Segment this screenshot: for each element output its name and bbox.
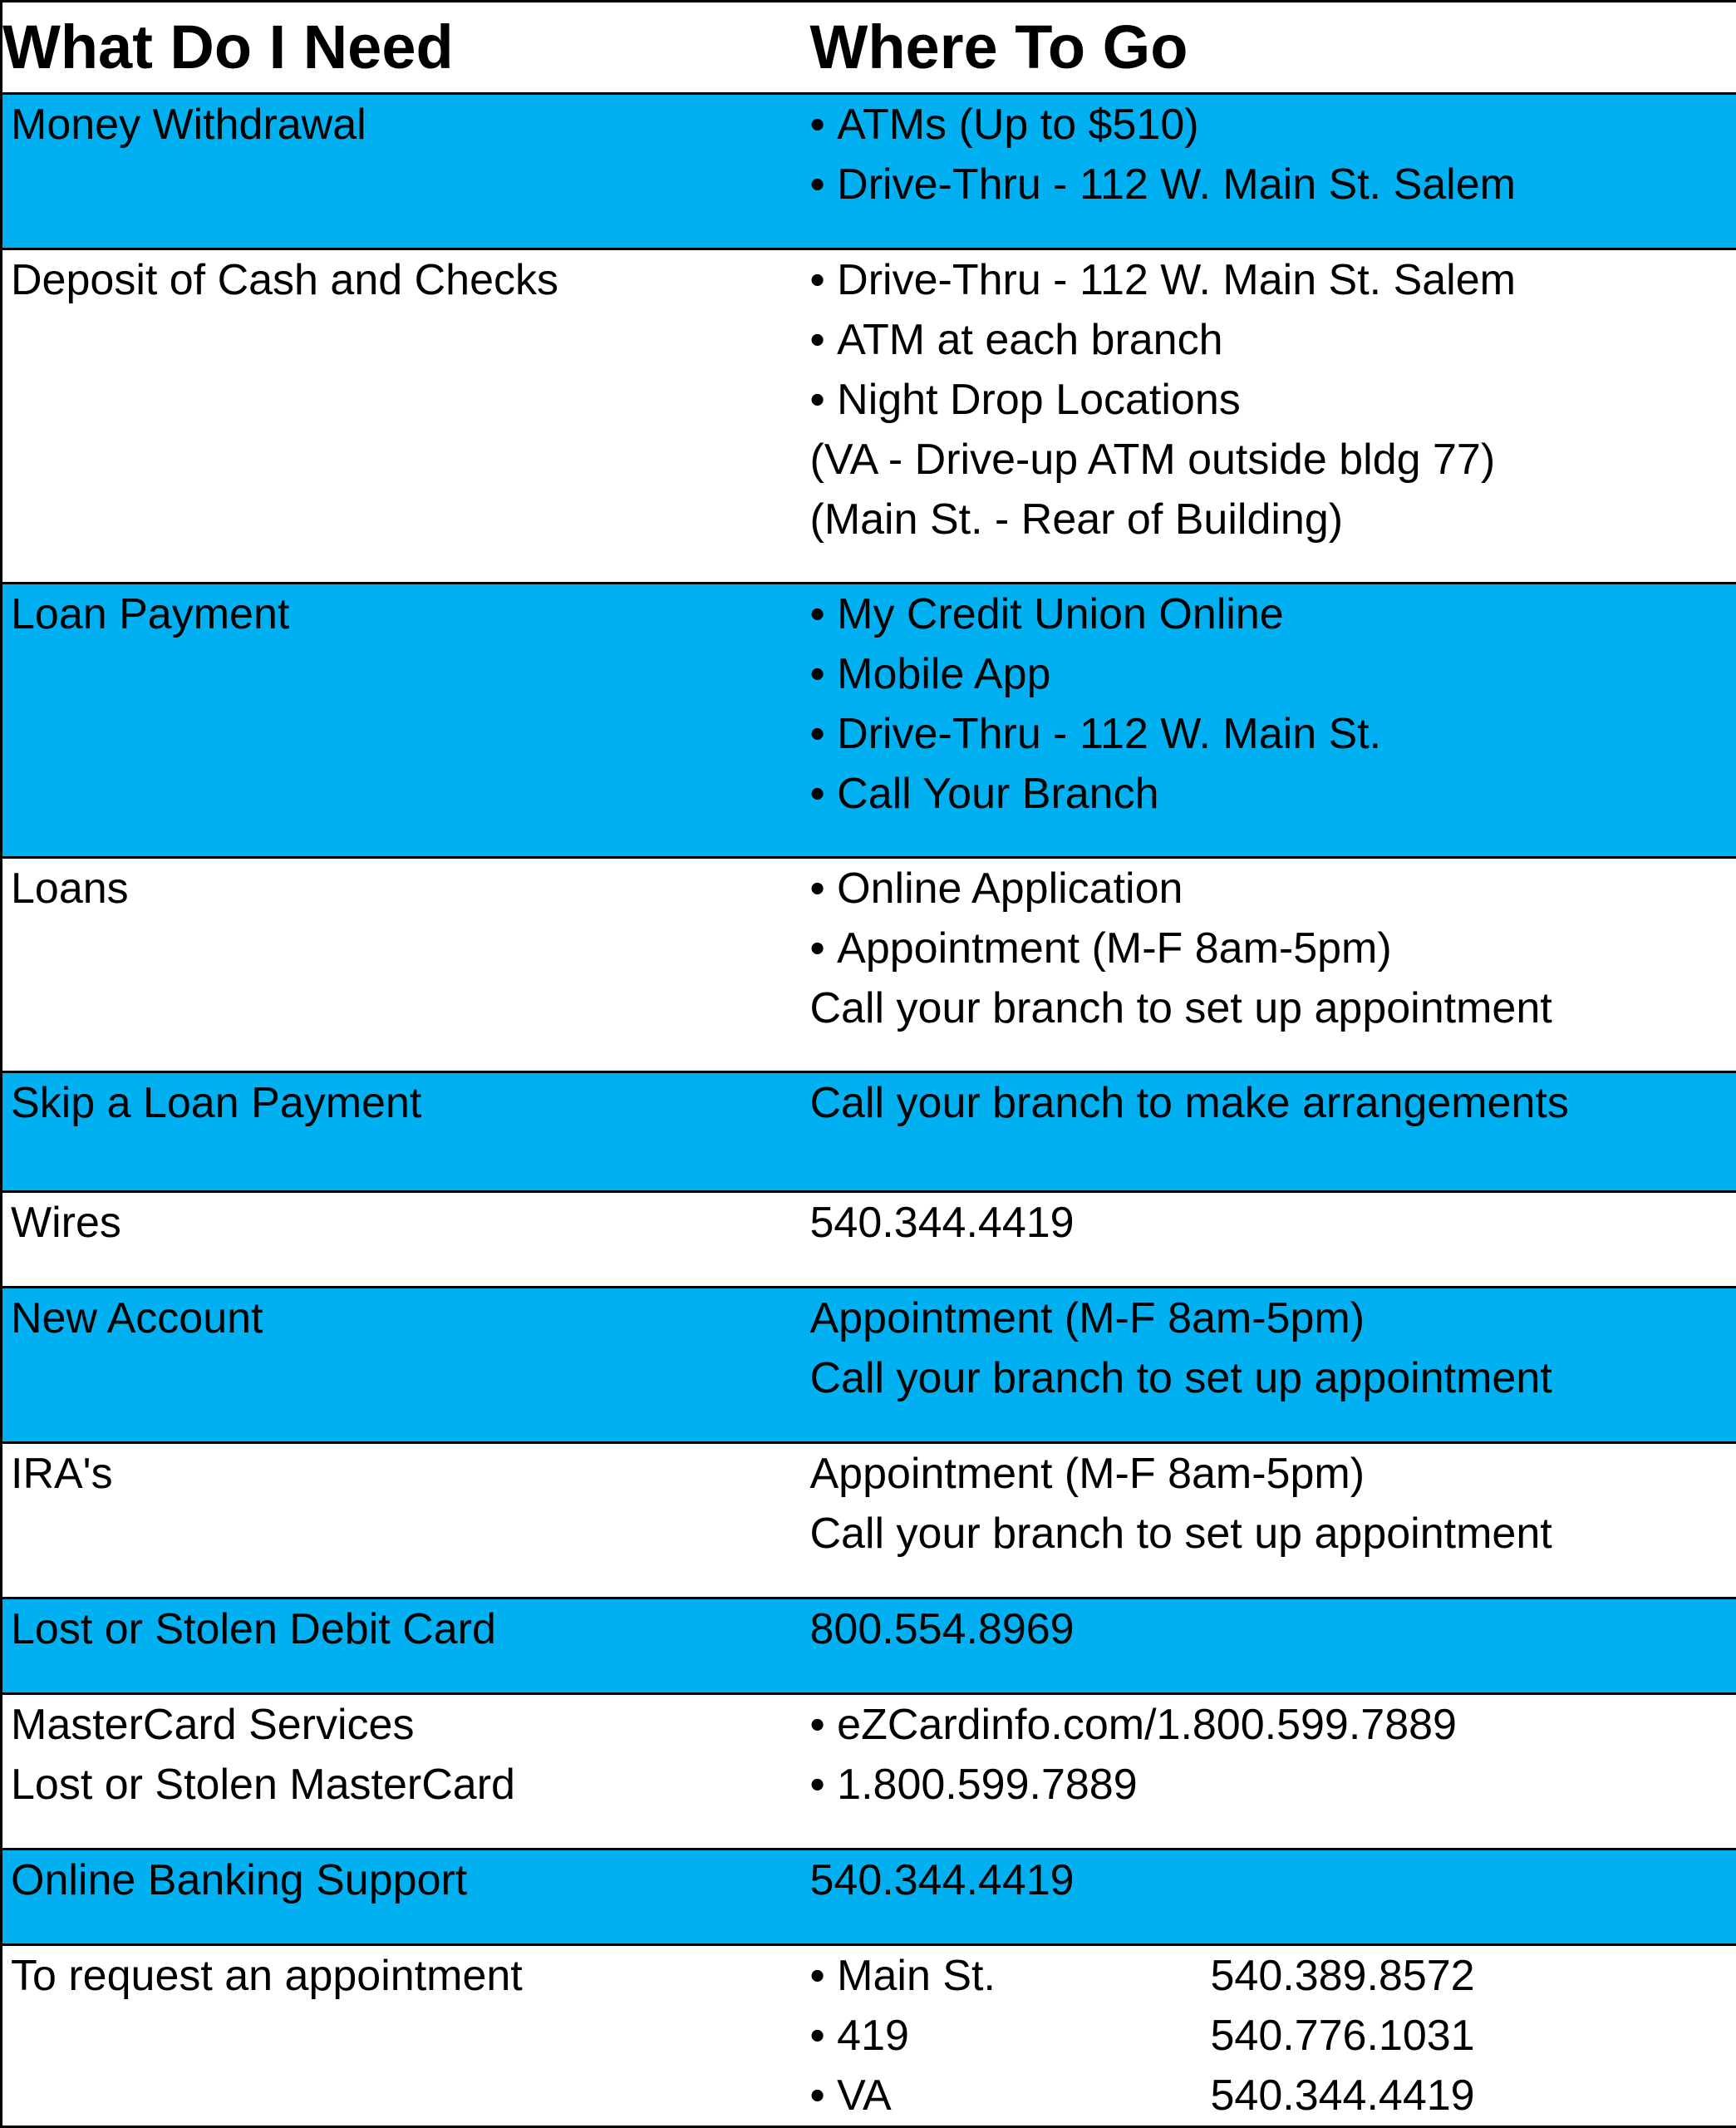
where-text: Call your branch to set up appointment [809, 1510, 1552, 1558]
bullet-item: • 1.800.599.7889 [810, 1755, 1736, 1815]
table-body [2, 94, 1736, 2127]
branch-contact [810, 2066, 1736, 2126]
need-cell [2, 1072, 802, 1192]
where-cell [802, 858, 1736, 1072]
need-cell [2, 1694, 802, 1850]
where-cell [802, 1288, 1736, 1443]
need-cell [2, 1192, 802, 1288]
need-label: Online Banking Support [11, 1856, 468, 1904]
where-cell [802, 1850, 1736, 1945]
need-label: Lost or Stolen MasterCard [11, 1761, 515, 1809]
table-row [2, 1850, 1736, 1945]
need-label: Loan Payment [11, 590, 290, 638]
branch-contact [810, 1946, 1736, 2006]
header-where-to-go: Where To Go [802, 2, 1736, 94]
bullet-item: • eZCardinfo.com/1.800.599.7889 [810, 1695, 1736, 1755]
bullet-item: • Appointment (M-F 8am-5pm) [810, 919, 1736, 978]
where-cell [802, 249, 1736, 584]
need-cell [2, 94, 802, 249]
branch-name: • Main St. [810, 1946, 996, 2006]
need-cell [2, 584, 802, 858]
header-what-do-i-need: What Do I Need [2, 2, 802, 94]
where-cell [802, 1072, 1736, 1192]
table-header-row [2, 2, 1736, 94]
need-cell [2, 858, 802, 1072]
branch-name: • VA [810, 2066, 892, 2126]
need-label: Skip a Loan Payment [11, 1079, 422, 1127]
branch-phone: 540.344.4419 [1210, 2071, 1475, 2120]
branch-phone: 540.776.1031 [1210, 2012, 1475, 2060]
where-text: Call your branch to set up appointment [809, 984, 1552, 1032]
appointment-label: To request an appointment [11, 1952, 523, 2000]
where-text: Call your branch to make arrangements [809, 1079, 1569, 1127]
table-row [2, 249, 1736, 584]
table-row [2, 1694, 1736, 1850]
branch-name: • 419 [810, 2006, 909, 2066]
need-label: New Account [11, 1294, 263, 1342]
table-row [2, 1598, 1736, 1694]
bullet-item: • ATMs (Up to $510) [810, 95, 1736, 155]
table-row [2, 584, 1736, 858]
table-row [2, 1072, 1736, 1192]
table-row [2, 94, 1736, 249]
where-cell [802, 1694, 1736, 1850]
where-cell [802, 1443, 1736, 1598]
need-label: IRA's [11, 1450, 113, 1498]
need-cell [2, 1850, 802, 1945]
branch-phone: 540.389.8572 [1210, 1952, 1475, 2000]
table-row [2, 858, 1736, 1072]
table-row [2, 1288, 1736, 1443]
bullet-item: • Drive-Thru - 112 W. Main St. [810, 704, 1736, 764]
where-text: (Main St. - Rear of Building) [809, 495, 1344, 544]
need-cell [2, 1598, 802, 1694]
where-text: 540.344.4419 [809, 1199, 1075, 1247]
where-text: 540.344.4419 [809, 1856, 1075, 1904]
where-cell [802, 584, 1736, 858]
need-label: MasterCard Services [11, 1701, 415, 1749]
bullet-item: • Online Application [810, 859, 1736, 919]
where-cell [802, 1192, 1736, 1288]
bullet-item: • Drive-Thru - 112 W. Main St. Salem [810, 250, 1736, 310]
where-text: (VA - Drive-up ATM outside bldg 77) [809, 436, 1496, 484]
need-cell [2, 1945, 802, 2127]
need-label: Wires [11, 1199, 121, 1247]
need-cell [2, 1443, 802, 1598]
bullet-item: • My Credit Union Online [810, 584, 1736, 644]
where-cell [802, 1598, 1736, 1694]
need-label: Deposit of Cash and Checks [11, 256, 559, 304]
bullet-item: • ATM at each branch [810, 310, 1736, 370]
branch-contacts-cell [802, 1945, 1736, 2127]
table-row [2, 1443, 1736, 1598]
need-label: Money Withdrawal [11, 101, 366, 149]
need-label: Lost or Stolen Debit Card [11, 1605, 496, 1653]
where-text: Appointment (M-F 8am-5pm) [809, 1294, 1365, 1342]
bullet-item: • Night Drop Locations [810, 370, 1736, 430]
appointment-row [2, 1945, 1736, 2127]
where-text: Appointment (M-F 8am-5pm) [809, 1450, 1365, 1498]
bullet-item: • Call Your Branch [810, 764, 1736, 824]
need-cell [2, 1288, 802, 1443]
bullet-item: • Drive-Thru - 112 W. Main St. Salem [810, 155, 1736, 214]
where-text: 800.554.8969 [809, 1605, 1075, 1653]
table-row [2, 1192, 1736, 1288]
branch-contact [810, 2006, 1736, 2066]
where-text: Call your branch to set up appointment [809, 1354, 1552, 1402]
need-label: Loans [11, 864, 129, 913]
bullet-item: • Mobile App [810, 644, 1736, 704]
need-cell [2, 249, 802, 584]
where-cell [802, 94, 1736, 249]
